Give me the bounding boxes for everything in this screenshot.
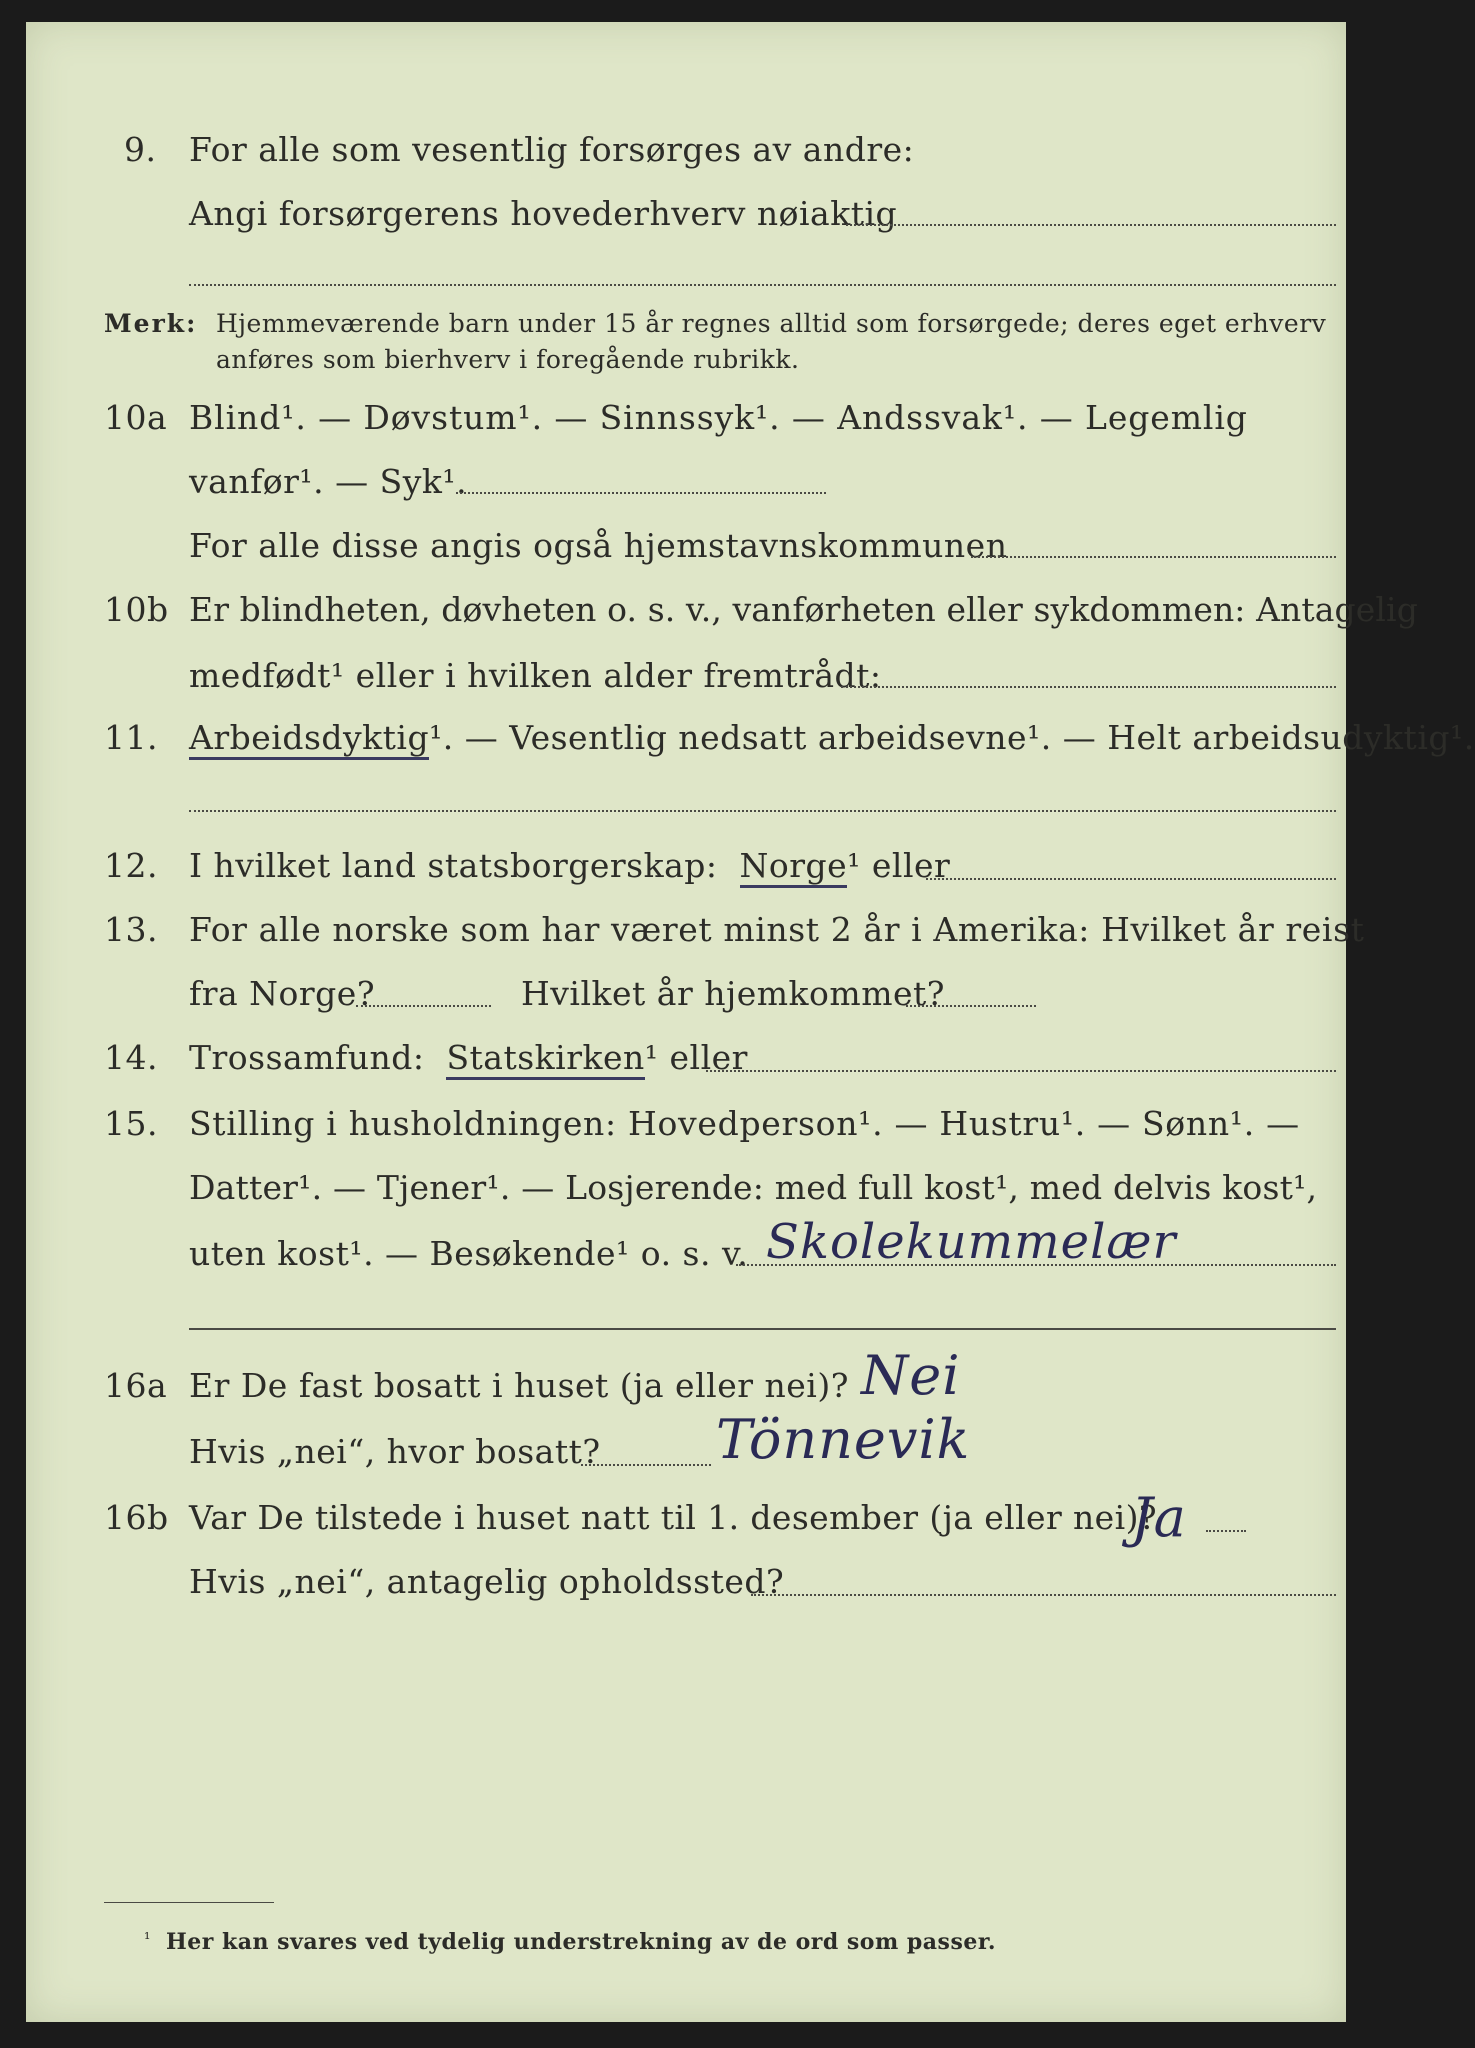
question-text: [189, 718, 1475, 757]
question-text: vanfør¹. — Syk¹.: [189, 462, 468, 501]
question-text: [189, 846, 950, 885]
question-text-post: ¹ eller: [847, 846, 951, 885]
question-text-post: ¹ eller: [644, 1038, 748, 1077]
question-text-a: fra Norge?: [189, 974, 376, 1013]
question-text: Hvis „nei“, hvor bosatt?: [189, 1432, 601, 1471]
note-label: Merk:: [104, 309, 198, 338]
handwritten-answer-occupation[interactable]: Skolekummelær: [766, 1214, 1177, 1270]
answer-line[interactable]: [846, 224, 1336, 226]
question-text: Datter¹. — Tjener¹. — Losjerende: med full kost¹, med delvis kost¹,: [189, 1168, 1318, 1207]
question-number: 16a: [104, 1366, 168, 1405]
question-text: Er De fast bosatt i huset (ja eller nei)?: [189, 1366, 849, 1405]
answer-line[interactable]: [736, 1264, 1336, 1266]
footnote-mark: ¹: [144, 1929, 151, 1948]
question-number: 9.: [124, 130, 157, 169]
question-number: 16b: [104, 1498, 169, 1537]
question-text-b: Hvilket år hjemkommet?: [521, 974, 945, 1013]
question-number: 13.: [104, 910, 158, 949]
question-text: medfødt¹ eller i hvilken alder fremtrådt:: [189, 656, 882, 695]
question-text: Angi forsørgerens hovederhverv nøiaktig: [189, 194, 898, 233]
question-number: 15.: [104, 1104, 158, 1143]
note-text: Hjemmeværende barn under 15 år regnes alltid som forsørgede; deres eget erhverv: [216, 309, 1327, 338]
question-text: Var De tilstede i huset natt til 1. desember (ja eller nei)?: [189, 1498, 1157, 1537]
answer-line[interactable]: [926, 878, 1336, 880]
option-norge[interactable]: Norge: [740, 846, 848, 888]
question-text: For alle disse angis også hjemstavnskommunen: [189, 526, 1008, 565]
answer-line[interactable]: [456, 492, 826, 494]
question-text: Er blindheten, døvheten o. s. v., vanførheten eller sykdommen: Antagelig: [189, 590, 1418, 629]
question-text-pre: Trossamfund:: [189, 1038, 425, 1077]
answer-line[interactable]: [1206, 1530, 1246, 1532]
answer-line[interactable]: [189, 810, 1336, 812]
question-number: 10b: [104, 590, 169, 629]
answer-line[interactable]: [841, 686, 1336, 688]
census-form-page: [26, 22, 1475, 2022]
question-text: Blind¹. — Døvstum¹. — Sinnssyk¹. — Andssvak¹. — Legemlig: [189, 398, 1248, 437]
answer-line[interactable]: [706, 1070, 1336, 1072]
answer-line[interactable]: [189, 284, 1336, 286]
answer-line[interactable]: [971, 556, 1336, 558]
option-arbeidsdyktig[interactable]: Arbeidsdyktig: [189, 718, 429, 760]
answer-line[interactable]: [189, 1328, 1336, 1330]
answer-line[interactable]: [751, 1594, 1336, 1596]
question-text: uten kost¹. — Besøkende¹ o. s. v.: [189, 1234, 749, 1273]
handwritten-answer-bosted[interactable]: Tönnevik: [716, 1408, 971, 1471]
question-number: 10a: [104, 398, 168, 437]
question-text: For alle norske som har været minst 2 år i Amerika: Hvilket år reist: [189, 910, 1365, 949]
question-text: Hvis „nei“, antagelig opholdssted?: [189, 1562, 785, 1601]
question-number: 11.: [104, 718, 158, 757]
question-text: Stilling i husholdningen: Hovedperson¹. — Hustru¹. — Sønn¹. —: [189, 1104, 1300, 1143]
handwritten-answer-bosatt[interactable]: Nei: [861, 1344, 961, 1407]
note-text: anføres som bierhverv i foregående rubrikk.: [216, 345, 800, 374]
footnote-text: Her kan svares ved tydelig understrekning av de ord som passer.: [166, 1929, 997, 1955]
question-text: [189, 1038, 748, 1077]
answer-line[interactable]: [906, 1005, 1036, 1007]
question-text-rest: ¹. — Vesentlig nedsatt arbeidsevne¹. — Helt arbeidsudyktig¹.: [429, 718, 1475, 757]
question-text: For alle som vesentlig forsørges av andre:: [189, 130, 915, 169]
option-statskirken[interactable]: Statskirken: [446, 1038, 644, 1080]
handwritten-answer-tilstede[interactable]: Ja: [1131, 1486, 1187, 1549]
answer-line[interactable]: [581, 1464, 711, 1466]
question-text-pre: I hvilket land statsborgerskap:: [189, 846, 718, 885]
question-number: 14.: [104, 1038, 158, 1077]
answer-line[interactable]: [356, 1005, 491, 1007]
footnote-divider: [104, 1902, 274, 1903]
question-number: 12.: [104, 846, 158, 885]
